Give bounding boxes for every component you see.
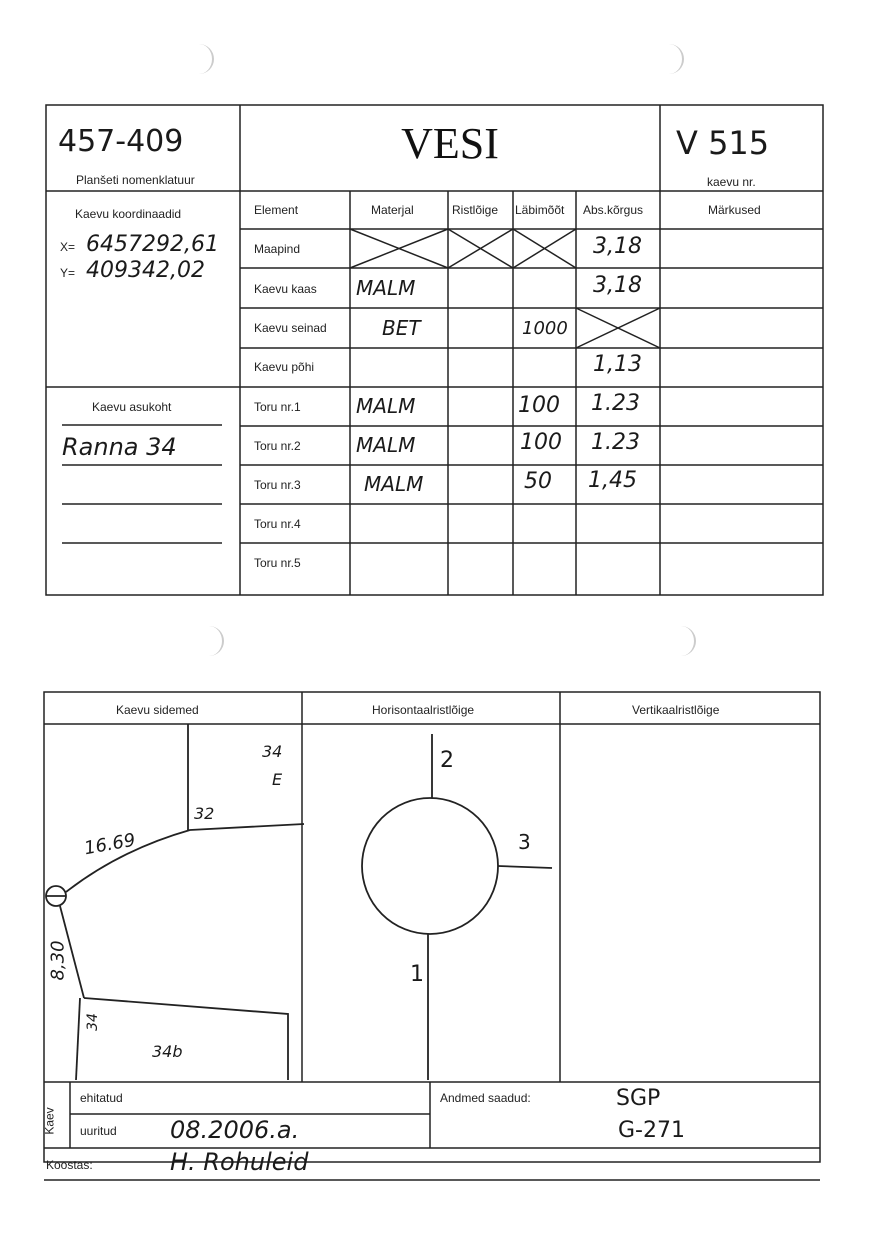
house-34e-letter: E bbox=[272, 770, 283, 789]
location-value: Ranna 34 bbox=[62, 433, 177, 461]
header-material: Materjal bbox=[371, 203, 414, 217]
row-material: BET bbox=[382, 316, 421, 340]
well-number: V 515 bbox=[676, 124, 770, 162]
data-received-value-1: SGP bbox=[616, 1086, 661, 1111]
row-height: 3,18 bbox=[593, 234, 642, 259]
row-height: 1.23 bbox=[591, 430, 640, 455]
house-34: 34 bbox=[84, 1013, 101, 1031]
pipe-2-label: 2 bbox=[440, 748, 454, 773]
surveyed-value: 08.2006.a. bbox=[170, 1116, 300, 1144]
row-element: Kaevu kaas bbox=[254, 282, 317, 296]
house-34b: 34b bbox=[152, 1042, 183, 1061]
row-height: 1,13 bbox=[593, 352, 642, 377]
row-height: 1.23 bbox=[591, 391, 640, 416]
row-element: Toru nr.5 bbox=[254, 556, 301, 570]
house-34e-number: 34 bbox=[262, 742, 283, 761]
pipe-3-label: 3 bbox=[518, 830, 531, 854]
punch-hole-mark bbox=[680, 626, 696, 656]
row-diameter: 50 bbox=[524, 469, 552, 494]
row-element: Maapind bbox=[254, 242, 301, 256]
row-height: 1,45 bbox=[588, 468, 637, 493]
location-label: Kaevu asukoht bbox=[92, 400, 172, 414]
x-prefix: X= bbox=[60, 240, 76, 254]
y-coordinate-value: 409342,02 bbox=[86, 258, 205, 283]
row-diameter: 1000 bbox=[522, 318, 568, 339]
header-element: Element bbox=[254, 203, 299, 217]
plansheet-label: Planšeti nomenklatuur bbox=[76, 173, 195, 187]
row-diameter: 100 bbox=[520, 430, 562, 455]
sketch-col3-label: Vertikaalristlõige bbox=[632, 703, 720, 717]
row-element: Toru nr.2 bbox=[254, 439, 301, 453]
built-label: ehitatud bbox=[80, 1091, 123, 1105]
data-received-value-2: G-271 bbox=[618, 1118, 685, 1143]
y-prefix: Y= bbox=[60, 266, 76, 280]
row-height: 3,18 bbox=[593, 273, 642, 298]
data-received-label: Andmed saadud: bbox=[440, 1091, 531, 1105]
row-material: MALM bbox=[356, 276, 416, 300]
plansheet-number: 457-409 bbox=[58, 124, 184, 159]
well-number-label: kaevu nr. bbox=[707, 175, 756, 189]
row-element: Kaevu seinad bbox=[254, 321, 327, 335]
row-element: Toru nr.4 bbox=[254, 517, 301, 531]
row-element: Toru nr.1 bbox=[254, 400, 301, 414]
compiled-label: Koostas: bbox=[46, 1158, 93, 1172]
row-element: Kaevu põhi bbox=[254, 360, 315, 374]
header-diameter: Läbimõõt bbox=[515, 203, 565, 217]
sketch-col1-label: Kaevu sidemed bbox=[116, 703, 199, 717]
row-material: MALM bbox=[356, 433, 416, 457]
surveyed-label: uuritud bbox=[80, 1124, 117, 1138]
house-32: 32 bbox=[194, 804, 215, 823]
header-cross-section: Ristlõige bbox=[452, 203, 499, 217]
x-coordinate-value: 6457292,61 bbox=[86, 232, 219, 257]
distance-a: 16.69 bbox=[82, 829, 137, 860]
distance-b: 8,30 bbox=[47, 940, 69, 981]
coordinates-label: Kaevu koordinaadid bbox=[75, 207, 182, 221]
page-title: VESI bbox=[401, 119, 499, 168]
pipe-1-label: 1 bbox=[410, 962, 424, 987]
horizontal-section-drawing bbox=[362, 734, 552, 1080]
header-notes: Märkused bbox=[708, 203, 761, 217]
row-diameter: 100 bbox=[518, 393, 560, 418]
row-material: MALM bbox=[356, 394, 416, 418]
sketch-col2-label: Horisontaalristlõige bbox=[372, 703, 475, 717]
header-abs-height: Abs.kõrgus bbox=[583, 203, 644, 217]
punch-hole-mark bbox=[208, 626, 224, 656]
kaev-label: Kaev bbox=[42, 1107, 57, 1135]
row-material: MALM bbox=[364, 472, 424, 496]
compiled-value: H. Rohuleid bbox=[170, 1148, 309, 1176]
row-element: Toru nr.3 bbox=[254, 478, 301, 492]
